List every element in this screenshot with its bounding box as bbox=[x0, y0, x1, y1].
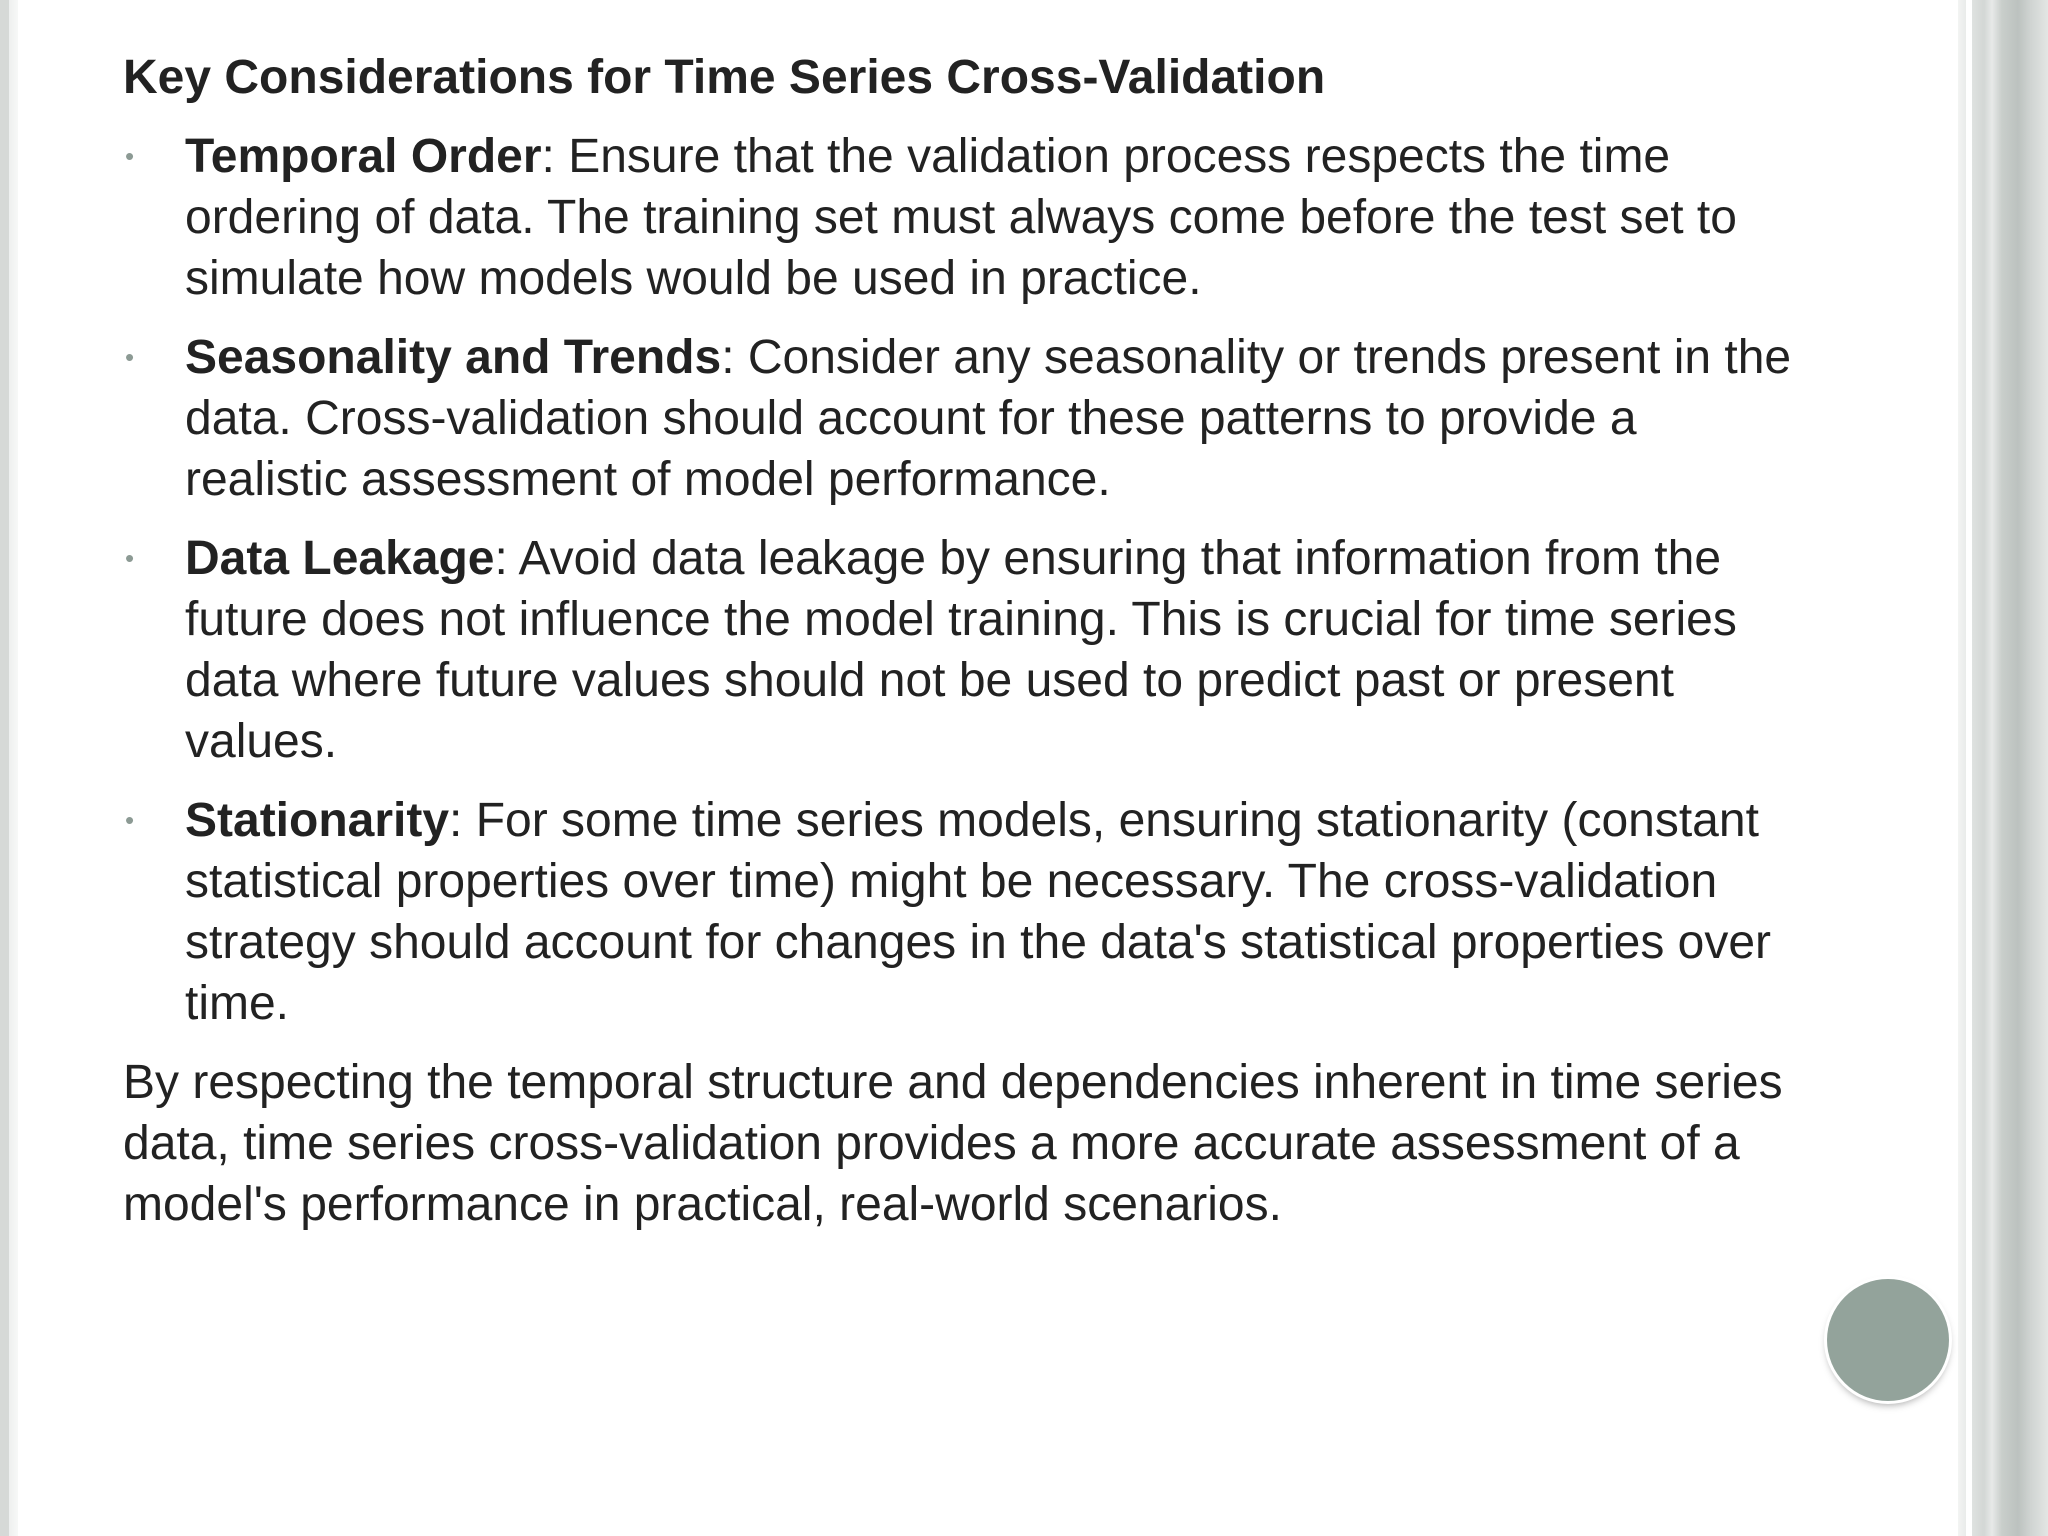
bullet-term: Data Leakage bbox=[185, 532, 495, 585]
bullet-list bbox=[123, 126, 1803, 1034]
bullet-dot-icon: • bbox=[125, 141, 135, 171]
left-border-decoration bbox=[0, 0, 18, 1536]
bullet-term: Seasonality and Trends bbox=[185, 331, 722, 384]
bullet-dot-icon: • bbox=[125, 342, 135, 372]
bullet-term: Stationarity bbox=[185, 794, 450, 847]
bullet-text: : Ensure that the validation process respects the time ordering of data. The training set must always come before the test set to simulate how models would be used in practice. bbox=[185, 130, 1737, 305]
bullet-dot-icon: • bbox=[125, 805, 135, 835]
bullet-dot-icon: • bbox=[125, 543, 135, 573]
right-side-panel-decoration bbox=[1958, 0, 2048, 1536]
bullet-item-seasonality-and-trends bbox=[123, 327, 1803, 510]
bullet-item-data-leakage bbox=[123, 528, 1803, 772]
conclusion-paragraph: By respecting the temporal structure and dependencies inherent in time series data, time series cross-validation provides a more accurate assessment of a model's performance in practical, real-world scenarios. bbox=[123, 1056, 1783, 1231]
accent-circle-decoration bbox=[1827, 1279, 1949, 1401]
slide-heading: Key Considerations for Time Series Cross-Validation bbox=[123, 51, 1326, 104]
bullet-text: : Avoid data leakage by ensuring that information from the future does not influence the model training. This is crucial for time series data where future values should not be used to predict past or present values. bbox=[185, 532, 1737, 768]
bullet-text: : Consider any seasonality or trends present in the data. Cross-validation should account for these patterns to provide a realistic assessment of model performance. bbox=[185, 331, 1792, 506]
bullet-item-temporal-order bbox=[123, 126, 1803, 309]
bullet-item-stationarity bbox=[123, 790, 1803, 1034]
bullet-text: : For some time series models, ensuring stationarity (constant statistical properties over time) might be necessary. The cross-validation strategy should account for changes in the data's statistical properties over time. bbox=[185, 794, 1772, 1030]
slide-content bbox=[123, 48, 1803, 1235]
bullet-term: Temporal Order bbox=[185, 130, 542, 183]
